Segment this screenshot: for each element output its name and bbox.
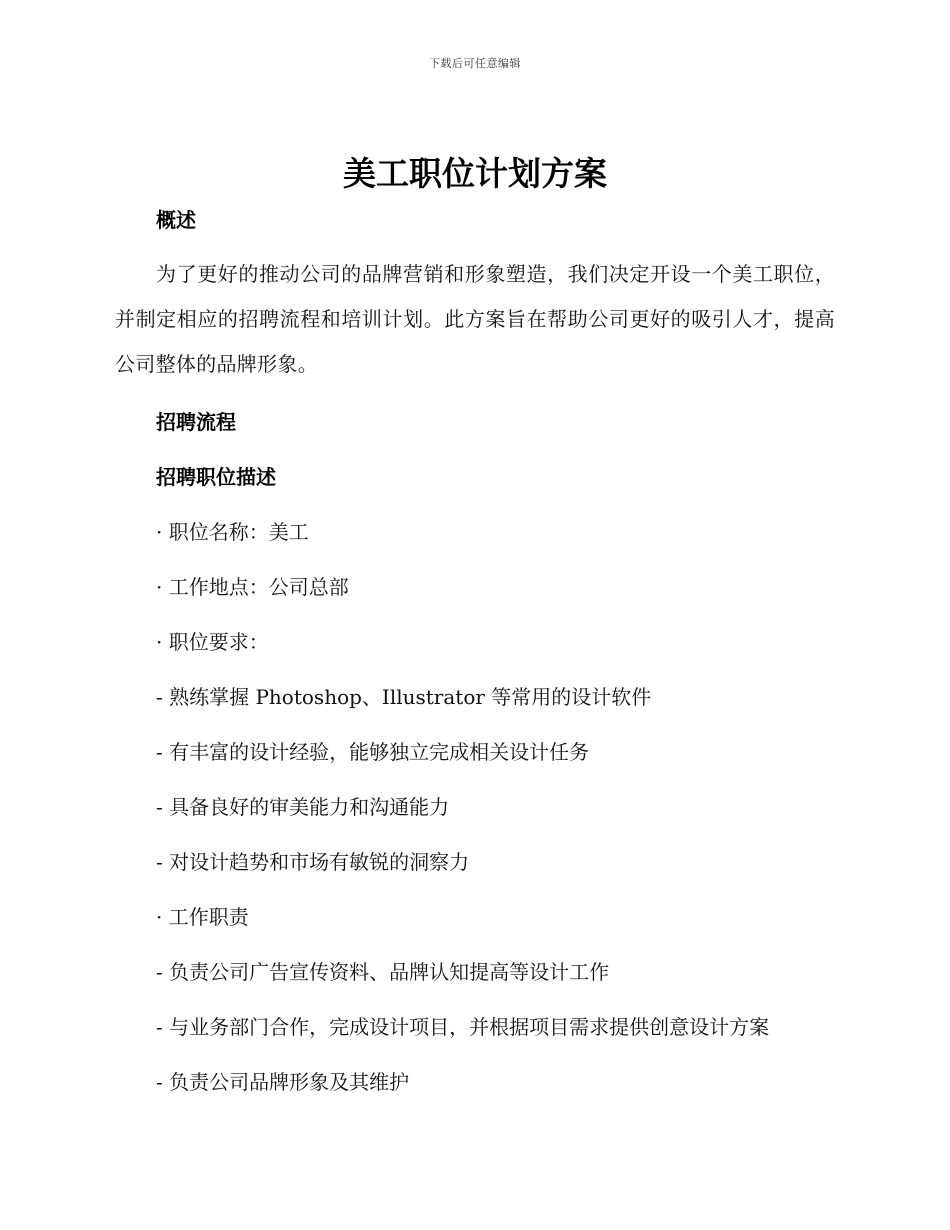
list-item: - 熟练掌握 Photoshop、Illustrator 等常用的设计软件	[156, 685, 652, 709]
overview-paragraph: 为了更好的推动公司的品牌营销和形象塑造，我们决定开设一个美工职位，并制定相应的招聘流程和培训计划。此方案旨在帮助公司更好的吸引人才，提高公司整体的品牌形象。	[115, 262, 835, 376]
list-item: - 对设计趋势和市场有敏锐的洞察力	[156, 850, 470, 874]
list-item: · 职位要求：	[156, 630, 269, 654]
document-title: 美工职位计划方案	[343, 154, 607, 193]
list-item: - 有丰富的设计经验，能够独立完成相关设计任务	[156, 740, 590, 764]
list-item: · 工作地点：公司总部	[156, 575, 349, 599]
document-body	[115, 200, 835, 1102]
list-item: - 具备良好的审美能力和沟通能力	[156, 795, 450, 819]
list-item: - 负责公司品牌形象及其维护	[156, 1070, 410, 1094]
header-note: 下载后可任意编辑	[429, 57, 521, 70]
section-heading-overview: 概述	[156, 208, 196, 232]
list-item: - 负责公司广告宣传资料、品牌认知提高等设计工作	[156, 960, 610, 984]
section-heading-recruitment: 招聘流程	[156, 410, 236, 434]
list-item: · 工作职责	[156, 905, 249, 929]
list-item: - 与业务部门合作，完成设计项目，并根据项目需求提供创意设计方案	[156, 1015, 770, 1039]
section-heading-job-description: 招聘职位描述	[156, 465, 276, 489]
list-item: · 职位名称：美工	[156, 520, 309, 544]
